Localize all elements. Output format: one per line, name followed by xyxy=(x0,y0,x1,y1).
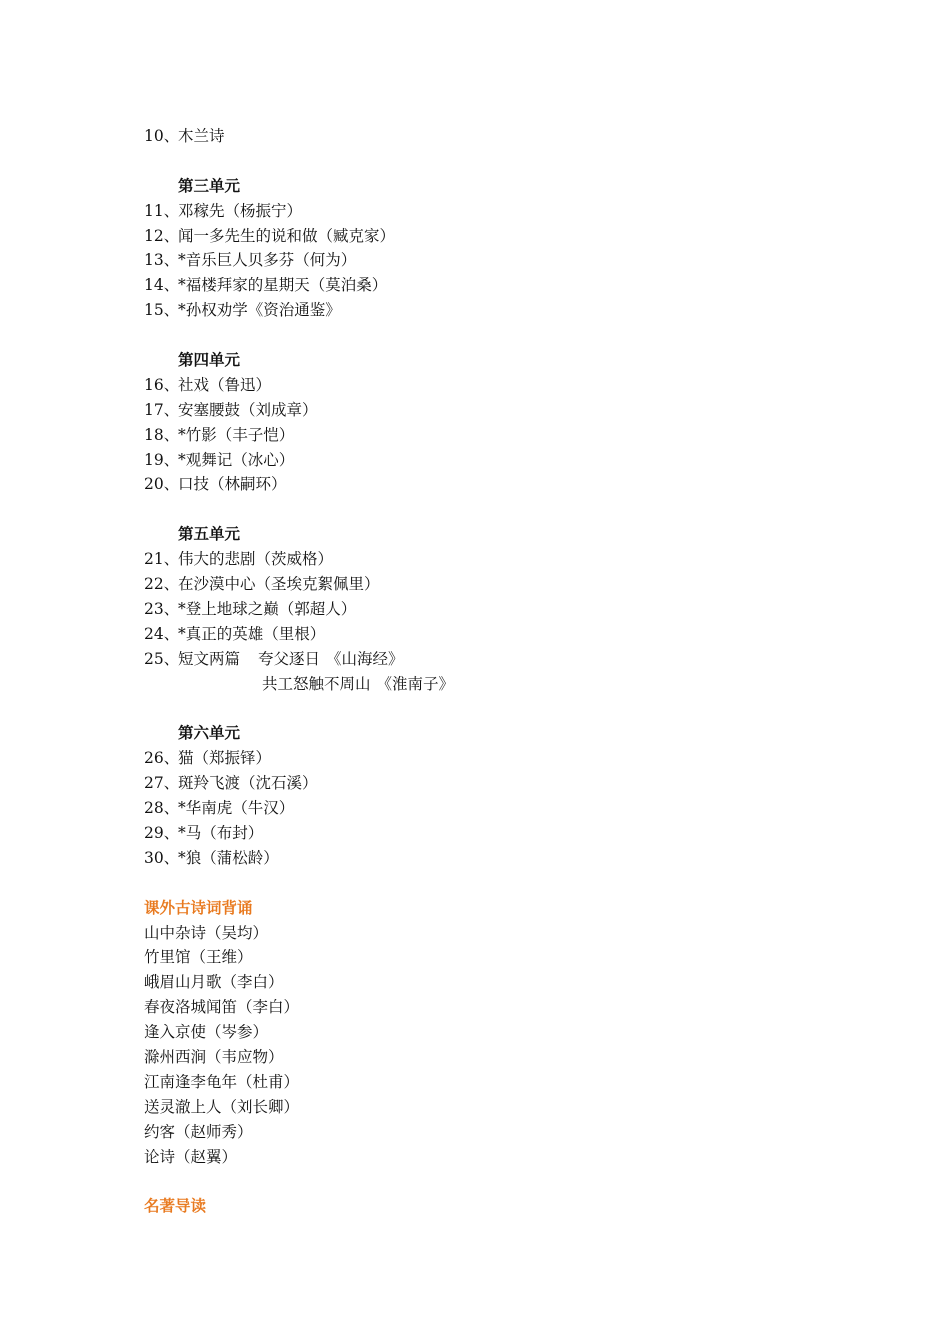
lesson-item xyxy=(144,597,844,622)
lesson-item xyxy=(144,373,844,398)
lesson-item xyxy=(144,273,844,298)
poem-item: 送灵澈上人（刘长卿） xyxy=(144,1097,300,1116)
document-page xyxy=(144,124,844,1219)
lesson-title: 斑羚飞渡（沈石溪） xyxy=(178,774,318,793)
lesson-number: 18、 xyxy=(144,425,180,444)
lesson-title: *华南虎（牛汉） xyxy=(178,799,295,818)
lesson-number: 23、 xyxy=(144,599,180,618)
lesson-number: 26、 xyxy=(144,749,180,768)
lesson-title: *福楼拜家的星期天（莫泊桑） xyxy=(178,276,388,295)
lesson-title: *狼（蒲松龄） xyxy=(178,848,279,867)
essay-1-title: 夸父逐日 xyxy=(258,649,321,668)
lesson-item xyxy=(144,398,844,423)
lesson-item xyxy=(144,547,844,572)
lesson-item xyxy=(144,298,844,323)
lesson-number: 24、 xyxy=(144,624,180,643)
lesson-number: 20、 xyxy=(144,475,180,494)
lesson-title: 社戏（鲁迅） xyxy=(178,375,272,394)
lesson-title: 安塞腰鼓（刘成章） xyxy=(178,400,318,419)
lesson-number: 10、 xyxy=(144,127,180,145)
poem-item: 竹里馆（王维） xyxy=(144,948,253,967)
extracurricular-poems-heading: 课外古诗词背诵 xyxy=(144,897,253,917)
lesson-title: 伟大的悲剧（茨威格） xyxy=(178,550,334,569)
lesson-item xyxy=(144,622,844,647)
lesson-title: *马（布封） xyxy=(178,823,264,842)
lesson-number: 11、 xyxy=(144,201,180,220)
lesson-subitem xyxy=(144,672,844,697)
lesson-number: 17、 xyxy=(144,400,180,419)
lesson-item xyxy=(144,199,844,224)
lesson-item xyxy=(144,224,844,249)
lesson-title: 邓稼先（杨振宁） xyxy=(178,201,303,220)
lesson-title: *观舞记（冰心） xyxy=(178,450,295,469)
lesson-item xyxy=(144,821,844,846)
lesson-title: 短文两篇 xyxy=(178,649,241,668)
lesson-item xyxy=(144,448,844,473)
lesson-item xyxy=(144,846,844,871)
lesson-title: *音乐巨人贝多芬（何为） xyxy=(178,251,357,270)
poem-item: 约客（赵师秀） xyxy=(144,1122,253,1141)
essay-1-source: 《山海经》 xyxy=(326,649,404,668)
classics-reading-heading: 名著导读 xyxy=(144,1196,207,1216)
lesson-number: 28、 xyxy=(144,799,180,818)
lesson-item xyxy=(144,572,844,597)
lesson-number: 27、 xyxy=(144,774,180,793)
lesson-number: 30、 xyxy=(144,848,180,867)
lesson-title: 口技（林嗣环） xyxy=(178,475,287,494)
poem-item: 逢入京使（岑参） xyxy=(144,1023,269,1042)
lesson-title: 猫（郑振铎） xyxy=(178,749,272,768)
poem-item: 山中杂诗（吴均） xyxy=(144,923,269,942)
lesson-number: 15、 xyxy=(144,301,180,320)
lesson-title: 在沙漠中心（圣埃克絮佩里） xyxy=(178,575,380,594)
lesson-item xyxy=(144,124,844,149)
lesson-item xyxy=(144,796,844,821)
poem-item: 春夜洛城闻笛（李白） xyxy=(144,998,300,1017)
lesson-number: 29、 xyxy=(144,823,180,842)
unit-6-heading: 第六单元 xyxy=(178,723,241,743)
lesson-number: 16、 xyxy=(144,375,180,394)
lesson-title: 闻一多先生的说和做（臧克家） xyxy=(178,226,396,245)
lesson-number: 14、 xyxy=(144,276,180,295)
lesson-title: *真正的英雄（里根） xyxy=(178,624,326,643)
lesson-number: 19、 xyxy=(144,450,180,469)
essay-2-source: 《淮南子》 xyxy=(376,674,455,693)
lesson-title: *竹影（丰子恺） xyxy=(178,425,295,444)
lesson-number: 12、 xyxy=(144,226,180,245)
lesson-item-two-essays xyxy=(144,647,844,672)
lesson-item xyxy=(144,472,844,497)
lesson-title: 木兰诗 xyxy=(178,127,225,145)
lesson-item xyxy=(144,248,844,273)
poem-item: 江南逢李龟年（杜甫） xyxy=(144,1072,300,1091)
lesson-item xyxy=(144,771,844,796)
lesson-number: 21、 xyxy=(144,550,180,569)
unit-3-heading: 第三单元 xyxy=(178,175,241,195)
essay-2-title: 共工怒触不周山 xyxy=(262,674,371,693)
lesson-number: 13、 xyxy=(144,251,180,270)
poem-item: 滁州西涧（韦应物） xyxy=(144,1047,284,1066)
lesson-title: *孙权劝学《资治通鉴》 xyxy=(178,301,341,320)
lesson-title: *登上地球之巅（郭超人） xyxy=(178,599,357,618)
lesson-item xyxy=(144,423,844,448)
unit-4-heading: 第四单元 xyxy=(178,350,241,370)
lesson-item xyxy=(144,746,844,771)
lesson-number: 22、 xyxy=(144,575,180,594)
lesson-number: 25、 xyxy=(144,649,180,668)
poem-item: 论诗（赵翼） xyxy=(144,1147,238,1166)
unit-5-heading: 第五单元 xyxy=(178,524,241,544)
poem-item: 峨眉山月歌（李白） xyxy=(144,973,284,992)
